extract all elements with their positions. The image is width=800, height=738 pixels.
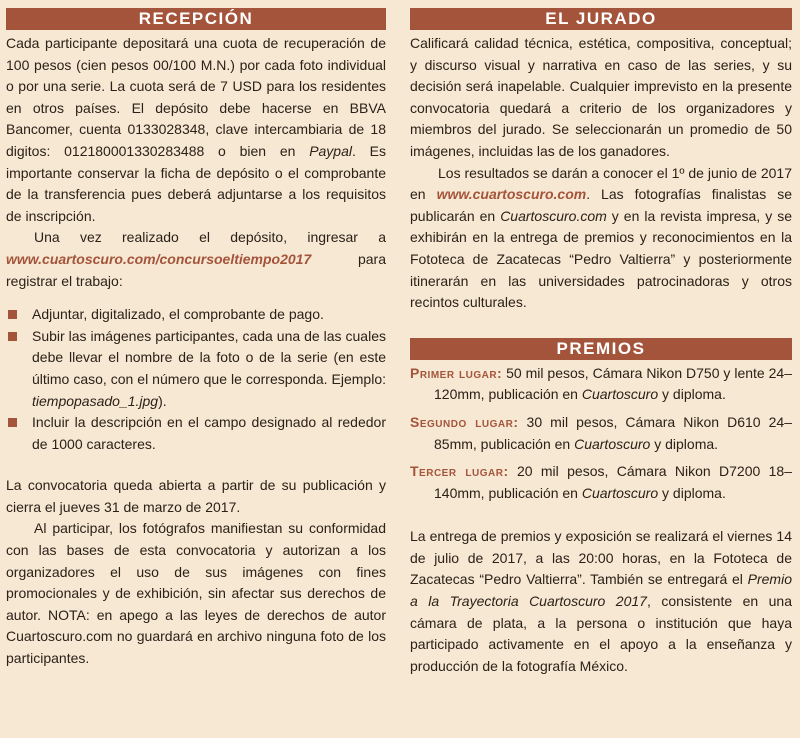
prize-second-text-b: y diploma. xyxy=(650,435,719,452)
prize-second xyxy=(410,412,792,455)
prize-first-text-b: y diploma. xyxy=(658,386,726,403)
premios-p-text-a: La entrega de premios y exposición se realizará el viernes 14 de julio de 2017, a las 20:00 horas, en la Fototeca de Zacatecas “Pedro Valtierra”. También se entregará el xyxy=(410,528,792,588)
jurado-paragraph-1: Calificará calidad técnica, estética, compositiva, conceptual; y discurso visual y narrativa en caso de las series, y su decisión será inapelable. Cualquier imprevisto en la presente convocatoria quedará a criterio de los organizadores y miembros del jurado. Se seleccionarán un promedio de 50 imágenes, incluidas las de los ganadores. xyxy=(410,35,792,159)
recepcion-paragraph-2 xyxy=(6,227,386,292)
list-item xyxy=(6,304,386,326)
recepcion-p1-text-a: Cada participante depositará una cuota de recuperación de 100 pesos (cien pesos 00/100 M.N.) por cada foto individual o por una serie. La cuota será de 7 USD para los residentes en otros países. El depósito debe hacerse en BBVA Bancomer, cuenta 0133028348, clave intercambiaria de 18 digitos: 012180001330283488 o bien en xyxy=(6,35,386,159)
jurado-paragraph-2 xyxy=(410,163,792,314)
prize-first-text-a: 50 mil pesos, Cámara Nikon D750 y lente 24–120mm, publicación en xyxy=(434,364,792,403)
section-heading-premios: PREMIOS xyxy=(410,338,792,360)
column-left xyxy=(6,0,386,670)
trayectoria-award-name: Premio a la Trayectoria Cuartoscuro 2017 xyxy=(410,571,792,610)
list-item xyxy=(6,412,386,455)
premios-p-text-b: , consistente en una cámara de plata, a la persona o institución que haya participado activamente en el apoyo a la enseñanza y producción de la fotografía México. xyxy=(410,593,793,674)
list-item xyxy=(6,326,386,412)
recepcion-paragraph-4 xyxy=(6,518,386,669)
prize-second-text-a: 30 mil pesos, Cámara Nikon D610 24–85mm, publicación en xyxy=(434,413,792,452)
prize-third-text-a: 20 mil pesos, Cámara Nikon D7200 18–140mm, publicación en xyxy=(434,463,792,501)
premios-paragraph xyxy=(410,526,792,677)
square-bullet-icon xyxy=(8,418,17,427)
jurado-p2-text-c: y en la revista impresa, y se exhibirán en la entrega de premios y reconocimientos en la Fototeca de Zacatecas “Pedro Valtierra” y posteriormente itinerarán en las universidades patrocinadoras y otros recintos culturales. xyxy=(410,207,792,311)
prize-first-pub: Cuartoscuro xyxy=(581,386,659,403)
bullet-2-text-b: ). xyxy=(158,392,167,409)
square-bullet-icon xyxy=(8,310,17,319)
recepcion-p2-text-b: para registrar el trabajo: xyxy=(6,250,386,289)
prize-third-pub: Cuartoscuro xyxy=(581,484,659,501)
recepcion-paragraph-1 xyxy=(6,33,386,227)
square-bullet-icon xyxy=(8,332,17,341)
contest-link[interactable]: www.cuartoscuro.com/concursoeltiempo2017 xyxy=(6,250,312,267)
recepcion-p1-text-b: . Es importante conservar la ficha de depósito o el comprobante de la transferencia pues deberá adjuntarse a los requisitos de inscripción. xyxy=(6,142,386,224)
prize-second-label: Segundo lugar: xyxy=(410,413,519,430)
bullet-2-example: tiempopasado_1.jpg xyxy=(32,392,159,409)
bullet-2-text-a: Subir las imágenes participantes, cada una de las cuales debe llevar el nombre de la foto o de la serie (en este último caso, con el número que le corresponda. Ejemplo: xyxy=(32,327,386,387)
prize-first-label: Primer lugar: xyxy=(410,364,503,381)
prize-second-pub: Cuartoscuro xyxy=(574,435,651,452)
cuartoscuro-link[interactable]: www.cuartoscuro.com xyxy=(436,186,587,203)
bullet-3-text: Incluir la descripción en el campo designado al rededor de 1000 caracteres. xyxy=(32,414,386,452)
jurado-p2-text-a: Los resultados se darán a conocer el 1º de junio de 2017 en xyxy=(410,164,792,203)
recepcion-p4-text-b: : en apego a las leyes de derechos de autor Cuartoscuro.com no guardará en archivo ninguna foto de los participantes. xyxy=(6,606,386,667)
recepcion-p2-text-a: Una vez realizado el depósito, ingresar a xyxy=(34,229,386,246)
prize-first xyxy=(410,363,792,406)
jurado-p2-text-b: . Las fotografías finalistas se publicarán en xyxy=(410,186,792,224)
nota-label: NOTA xyxy=(48,606,86,623)
column-right xyxy=(410,0,792,677)
recepcion-p4-text-a: Al participar, los fotógrafos manifiestan su conformidad con las bases de esta convocatoria y autorizan a los organizadores el uso de sus imágenes con fines promocionales y de exhibición, sin afectar sus derechos de autor. xyxy=(6,520,386,623)
recepcion-paragraph-3: La convocatoria queda abierta a partir de su publicación y cierra el jueves 31 de marzo de 2017. xyxy=(6,477,386,515)
prize-third xyxy=(410,461,792,504)
section-heading-jurado: EL JURADO xyxy=(410,8,792,30)
jurado-site-name: Cuartoscuro.com xyxy=(500,207,607,224)
prize-third-label: Tercer lugar: xyxy=(410,463,509,480)
section-heading-recepcion: RECEPCIÓN xyxy=(6,8,386,30)
bullet-1-text: Adjuntar, digitalizado, el comprobante de pago. xyxy=(32,306,324,323)
requirements-list xyxy=(6,304,386,455)
paypal-text: Paypal xyxy=(309,142,352,159)
prize-third-text-b: y diploma. xyxy=(658,484,726,501)
